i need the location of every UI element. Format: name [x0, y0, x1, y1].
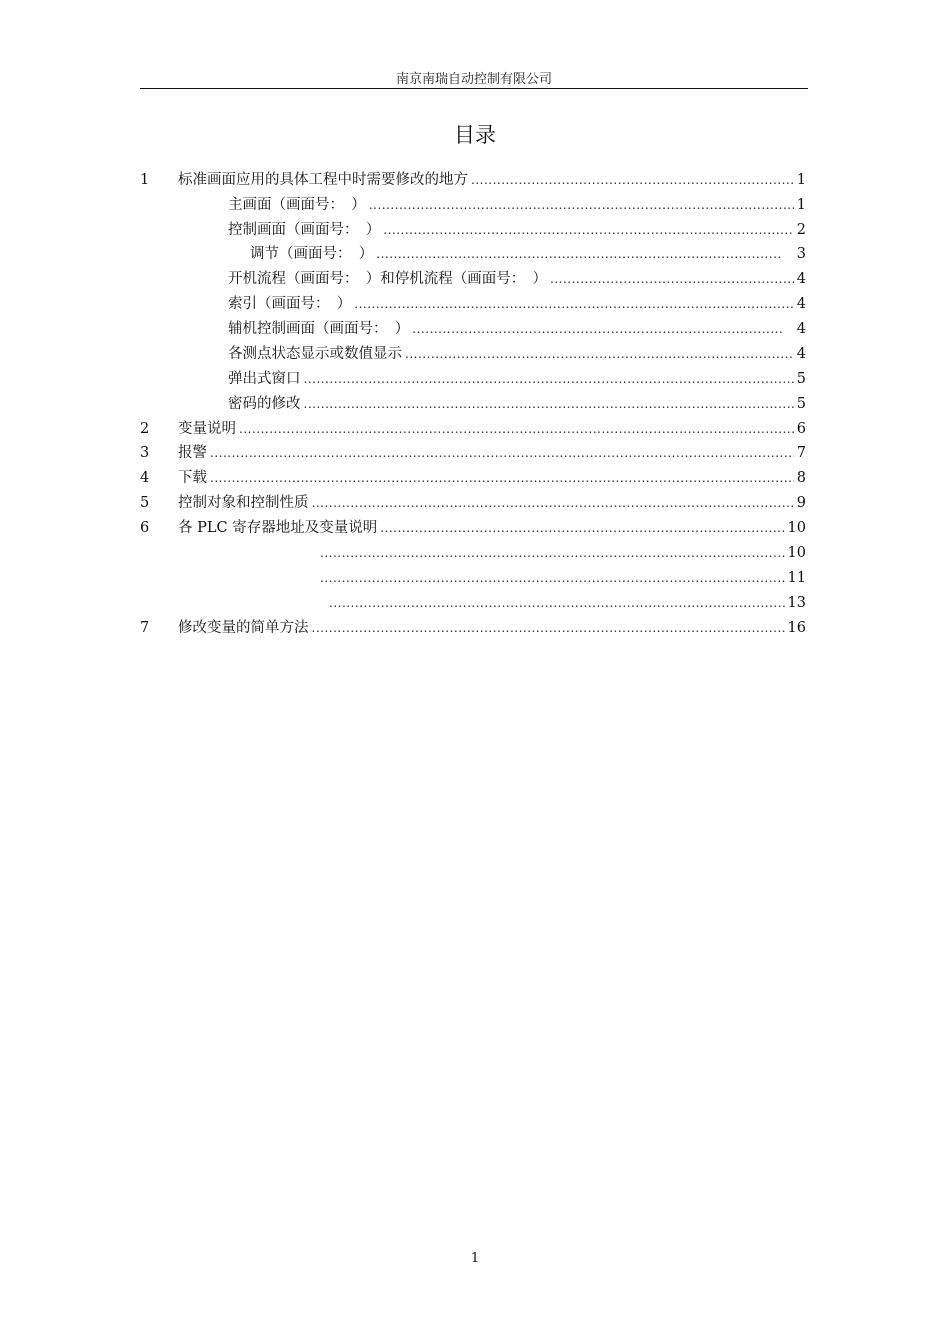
- toc-entry-page: 1: [796, 197, 806, 213]
- toc-entry-page: 11: [787, 570, 806, 586]
- page-number: 1: [470, 1251, 480, 1266]
- toc-entry-label: 各测点状态显示或数值显示: [228, 346, 402, 362]
- toc-leader-dots: [550, 269, 794, 289]
- toc-leader-dots: [380, 518, 784, 538]
- toc-entry-label: 标准画面应用的具体工程中时需要修改的地方: [178, 172, 468, 188]
- toc-entry[interactable]: [140, 443, 806, 463]
- toc-entry-label: 报警: [178, 445, 207, 461]
- toc-entry[interactable]: [140, 493, 806, 513]
- toc-entry-number: 2: [140, 421, 150, 437]
- toc-entry-label: 密码的修改: [228, 396, 301, 412]
- toc-entry-page: 4: [796, 321, 806, 337]
- toc-entry-number: 4: [140, 470, 150, 486]
- toc-leader-dots: [471, 170, 794, 190]
- toc-entry-page: 5: [796, 396, 806, 412]
- toc-entry-number: 6: [140, 520, 150, 536]
- toc-entry[interactable]: [228, 369, 806, 389]
- toc-leader-dots: [239, 419, 794, 439]
- toc-leader-dots: [320, 568, 785, 588]
- toc-entry-page: 6: [796, 421, 806, 437]
- toc-leader-dots: [354, 294, 794, 314]
- toc-entry-number: 3: [140, 445, 150, 461]
- toc-leader-dots: [312, 618, 785, 638]
- toc-entry-page: 4: [796, 271, 806, 287]
- toc-entry-page: 10: [787, 520, 806, 536]
- toc-entry-page: 8: [796, 470, 806, 486]
- toc-entry-page: 2: [796, 222, 806, 238]
- toc-entry[interactable]: [228, 220, 806, 240]
- toc-leader-dots: [376, 244, 783, 264]
- toc-entry-label: 变量说明: [178, 421, 236, 437]
- toc-entry[interactable]: [329, 593, 806, 613]
- toc-leader-dots: [405, 344, 794, 364]
- toc-leader-dots: [304, 369, 794, 389]
- toc-entry[interactable]: [320, 568, 806, 588]
- header-rule: [140, 88, 808, 89]
- toc-entry-page: 10: [787, 545, 806, 561]
- toc-entry-page: 1: [796, 172, 806, 188]
- toc-entry-label: 索引（画面号： ）: [228, 296, 352, 312]
- toc-entry[interactable]: [140, 419, 806, 439]
- toc-leader-dots: [304, 394, 794, 414]
- toc-leader-dots: [369, 195, 794, 215]
- toc-leader-dots: [329, 593, 785, 613]
- toc-leader-dots: [312, 493, 794, 513]
- toc-entry[interactable]: [228, 344, 806, 364]
- toc-entry[interactable]: [228, 269, 806, 289]
- toc-entry-page: 9: [796, 495, 806, 511]
- toc-entry-page: 7: [796, 445, 806, 461]
- toc-entry[interactable]: [140, 518, 806, 538]
- toc-entry-label: 控制对象和控制性质: [178, 495, 309, 511]
- toc-leader-dots: [210, 443, 794, 463]
- toc-entry-label: 开机流程（画面号： ）和停机流程（画面号： ）: [228, 271, 547, 287]
- toc-title: 目录: [454, 123, 496, 147]
- toc-entry-page: 16: [787, 620, 806, 636]
- toc-entry-number: 5: [140, 495, 150, 511]
- toc-entry[interactable]: [228, 294, 806, 314]
- toc-entry[interactable]: [140, 618, 806, 638]
- toc-entry-page: 13: [787, 595, 806, 611]
- toc-leader-dots: [412, 319, 783, 339]
- toc-entry-label: 控制画面（画面号： ）: [228, 222, 381, 238]
- toc-entry-label: 各 PLC 寄存器地址及变量说明: [178, 520, 378, 536]
- toc-entry-label: 弹出式窗口: [228, 371, 301, 387]
- toc-leader-dots: [383, 220, 794, 240]
- toc-entry[interactable]: [228, 319, 806, 339]
- toc-entry[interactable]: [320, 543, 806, 563]
- toc-entry-label: 辅机控制画面（画面号： ）: [228, 321, 410, 337]
- toc-entry-label: 主画面（画面号： ）: [228, 197, 366, 213]
- toc-leader-dots: [210, 468, 794, 488]
- toc-entry-label: 修改变量的简单方法: [178, 620, 309, 636]
- toc-entry-page: 3: [796, 246, 806, 262]
- toc-entry-label: 下载: [178, 470, 207, 486]
- toc-entry-page: 4: [796, 296, 806, 312]
- toc-entry-label: 调节（画面号： ）: [250, 246, 374, 262]
- toc-entry-page: 5: [796, 371, 806, 387]
- toc-entry-number: 1: [140, 172, 150, 188]
- toc-entry[interactable]: [140, 170, 806, 190]
- toc-entry[interactable]: [250, 244, 806, 264]
- toc-entry[interactable]: [228, 195, 806, 215]
- toc-entry-page: 4: [796, 346, 806, 362]
- toc-entry[interactable]: [228, 394, 806, 414]
- page-header: 南京南瑞自动控制有限公司: [395, 72, 552, 87]
- toc-entry[interactable]: [140, 468, 806, 488]
- toc-entry-number: 7: [140, 620, 150, 636]
- toc-leader-dots: [320, 543, 785, 563]
